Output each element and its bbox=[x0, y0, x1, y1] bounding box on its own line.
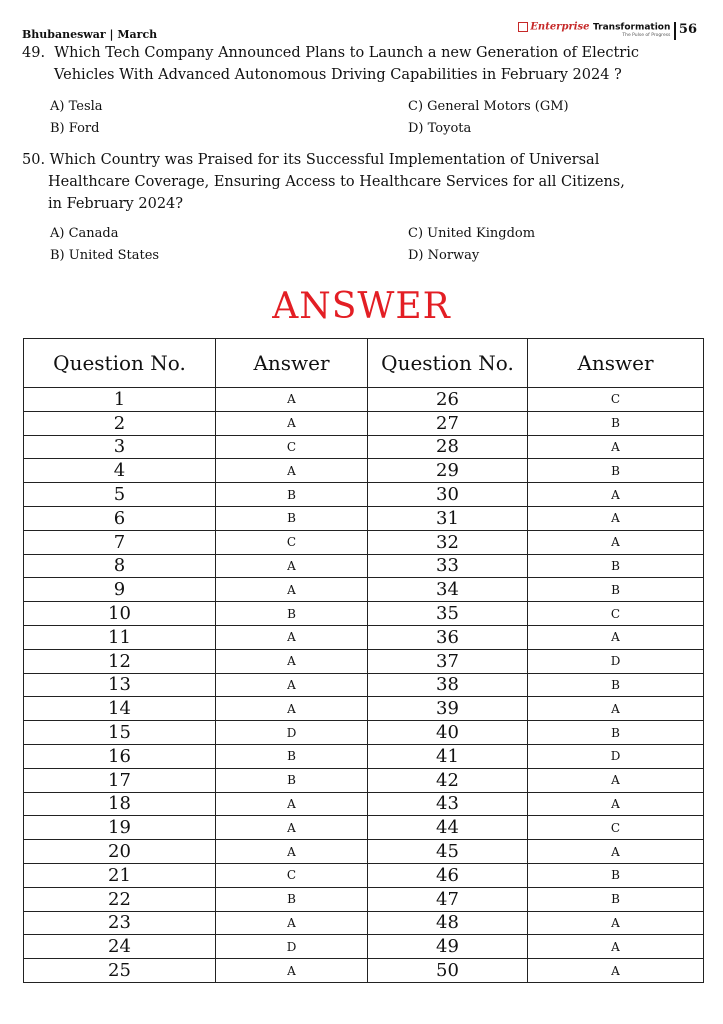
question-number-cell: 5 bbox=[24, 483, 216, 507]
answer-cell: B bbox=[216, 744, 368, 768]
answer-cell: B bbox=[216, 887, 368, 911]
column-header: Answer bbox=[528, 339, 704, 388]
answer-cell: C bbox=[528, 388, 704, 412]
answer-cell: A bbox=[216, 673, 368, 697]
question-number-cell: 44 bbox=[368, 816, 528, 840]
answer-cell: A bbox=[528, 792, 704, 816]
question-line: Which Country was Praised for its Successful Implementation of Universal bbox=[49, 152, 600, 168]
question-number-cell: 27 bbox=[368, 411, 528, 435]
answer-cell: A bbox=[216, 697, 368, 721]
answer-cell: A bbox=[528, 959, 704, 983]
question-number-cell: 29 bbox=[368, 459, 528, 483]
table-row bbox=[24, 578, 704, 602]
question-number-cell: 33 bbox=[368, 554, 528, 578]
answer-cell: A bbox=[216, 411, 368, 435]
answer-cell: B bbox=[528, 578, 704, 602]
question-number-cell: 32 bbox=[368, 530, 528, 554]
table-row bbox=[24, 649, 704, 673]
question-number-cell: 46 bbox=[368, 863, 528, 887]
question-number-cell: 37 bbox=[368, 649, 528, 673]
table-row bbox=[24, 411, 704, 435]
table-row bbox=[24, 816, 704, 840]
answer-cell: A bbox=[216, 578, 368, 602]
table-row bbox=[24, 435, 704, 459]
answer-cell: A bbox=[528, 697, 704, 721]
option: C) United Kingdom bbox=[408, 226, 536, 241]
answer-cell: A bbox=[528, 435, 704, 459]
question-number-cell: 3 bbox=[24, 435, 216, 459]
column-header: Question No. bbox=[24, 339, 216, 388]
question-50 bbox=[22, 149, 682, 215]
question-number-cell: 35 bbox=[368, 602, 528, 626]
question-number-cell: 24 bbox=[24, 935, 216, 959]
question-number: 50. bbox=[22, 152, 46, 168]
question-number-cell: 38 bbox=[368, 673, 528, 697]
table-row bbox=[24, 554, 704, 578]
question-number-cell: 48 bbox=[368, 911, 528, 935]
table-row bbox=[24, 863, 704, 887]
question-number-cell: 42 bbox=[368, 768, 528, 792]
question-number-cell: 19 bbox=[24, 816, 216, 840]
brand-logo bbox=[518, 22, 670, 38]
table-row bbox=[24, 625, 704, 649]
option: D) Toyota bbox=[408, 121, 472, 136]
question-number-cell: 10 bbox=[24, 602, 216, 626]
question-number-cell: 50 bbox=[368, 959, 528, 983]
question-number-cell: 8 bbox=[24, 554, 216, 578]
question-number-cell: 28 bbox=[368, 435, 528, 459]
question-number-cell: 45 bbox=[368, 840, 528, 864]
table-row bbox=[24, 530, 704, 554]
table-row bbox=[24, 602, 704, 626]
table-row bbox=[24, 721, 704, 745]
header-location: Bhubaneswar | March bbox=[22, 28, 158, 41]
table-row bbox=[24, 388, 704, 412]
table-row bbox=[24, 506, 704, 530]
question-number-cell: 26 bbox=[368, 388, 528, 412]
question-number-cell: 6 bbox=[24, 506, 216, 530]
table-row bbox=[24, 935, 704, 959]
question-number-cell: 12 bbox=[24, 649, 216, 673]
brand-title-2: Transformation bbox=[593, 22, 671, 33]
answer-cell: D bbox=[528, 744, 704, 768]
question-number-cell: 23 bbox=[24, 911, 216, 935]
question-number-cell: 49 bbox=[368, 935, 528, 959]
answer-cell: C bbox=[216, 530, 368, 554]
question-number-cell: 43 bbox=[368, 792, 528, 816]
question-number-cell: 2 bbox=[24, 411, 216, 435]
option: B) United States bbox=[50, 248, 160, 263]
answer-cell: B bbox=[216, 506, 368, 530]
answer-cell: B bbox=[528, 887, 704, 911]
page-number: 56 bbox=[678, 22, 697, 37]
answer-cell: B bbox=[216, 602, 368, 626]
answer-cell: A bbox=[216, 388, 368, 412]
option: A) Tesla bbox=[50, 99, 103, 114]
brand-tagline: The Pulse of Progress bbox=[622, 32, 671, 38]
question-number-cell: 13 bbox=[24, 673, 216, 697]
header-divider bbox=[674, 22, 676, 40]
answer-cell: A bbox=[528, 506, 704, 530]
answer-cell: A bbox=[528, 625, 704, 649]
option: D) Norway bbox=[408, 248, 480, 263]
table-row bbox=[24, 911, 704, 935]
answer-cell: A bbox=[528, 483, 704, 507]
answer-cell: C bbox=[216, 435, 368, 459]
question-number-cell: 14 bbox=[24, 697, 216, 721]
answer-cell: A bbox=[216, 816, 368, 840]
answer-table-body bbox=[24, 388, 704, 983]
answer-cell: B bbox=[528, 459, 704, 483]
table-row bbox=[24, 673, 704, 697]
answer-cell: C bbox=[216, 863, 368, 887]
answer-cell: A bbox=[216, 911, 368, 935]
answer-cell: A bbox=[528, 768, 704, 792]
column-header: Answer bbox=[216, 339, 368, 388]
answer-cell: A bbox=[216, 959, 368, 983]
question-line: Which Tech Company Announced Plans to Launch a new Generation of Electric bbox=[54, 45, 639, 61]
answer-cell: D bbox=[216, 935, 368, 959]
brand-title: Enterprise bbox=[530, 21, 590, 33]
answer-cell: A bbox=[216, 625, 368, 649]
answer-cell: A bbox=[216, 840, 368, 864]
answer-cell: B bbox=[528, 411, 704, 435]
question-number-cell: 17 bbox=[24, 768, 216, 792]
answer-cell: C bbox=[528, 602, 704, 626]
answer-cell: A bbox=[216, 649, 368, 673]
question-line: in February 2024? bbox=[48, 196, 184, 212]
question-number-cell: 47 bbox=[368, 887, 528, 911]
brand-logo-icon bbox=[518, 22, 528, 32]
option: A) Canada bbox=[50, 226, 119, 241]
table-row bbox=[24, 887, 704, 911]
question-number-cell: 20 bbox=[24, 840, 216, 864]
question-number-cell: 36 bbox=[368, 625, 528, 649]
table-row bbox=[24, 744, 704, 768]
answer-cell: B bbox=[528, 863, 704, 887]
question-number-cell: 34 bbox=[368, 578, 528, 602]
answer-cell: D bbox=[216, 721, 368, 745]
table-header-row bbox=[24, 339, 704, 388]
table-row bbox=[24, 959, 704, 983]
question-number-cell: 25 bbox=[24, 959, 216, 983]
question-line: Healthcare Coverage, Ensuring Access to Healthcare Services for all Citizens, bbox=[48, 174, 625, 190]
table-row bbox=[24, 768, 704, 792]
answer-cell: B bbox=[528, 673, 704, 697]
question-number-cell: 31 bbox=[368, 506, 528, 530]
question-number: 49. bbox=[22, 45, 46, 61]
question-number-cell: 18 bbox=[24, 792, 216, 816]
question-number-cell: 40 bbox=[368, 721, 528, 745]
option: C) General Motors (GM) bbox=[408, 99, 569, 114]
answer-cell: D bbox=[528, 649, 704, 673]
answer-cell: A bbox=[528, 911, 704, 935]
question-line: Vehicles With Advanced Autonomous Driving Capabilities in February 2024 ? bbox=[54, 67, 622, 83]
question-number-cell: 1 bbox=[24, 388, 216, 412]
answer-cell: A bbox=[528, 530, 704, 554]
answer-title: ANSWER bbox=[272, 286, 451, 327]
question-number-cell: 15 bbox=[24, 721, 216, 745]
question-number-cell: 7 bbox=[24, 530, 216, 554]
answer-table bbox=[23, 338, 704, 983]
answer-cell: A bbox=[528, 935, 704, 959]
question-number-cell: 16 bbox=[24, 744, 216, 768]
question-number-cell: 4 bbox=[24, 459, 216, 483]
question-number-cell: 11 bbox=[24, 625, 216, 649]
question-number-cell: 21 bbox=[24, 863, 216, 887]
option: B) Ford bbox=[50, 121, 100, 136]
question-number-cell: 9 bbox=[24, 578, 216, 602]
brand-block bbox=[518, 22, 697, 40]
answer-cell: B bbox=[216, 483, 368, 507]
answer-cell: A bbox=[216, 554, 368, 578]
table-row bbox=[24, 792, 704, 816]
answer-cell: A bbox=[216, 792, 368, 816]
question-number-cell: 41 bbox=[368, 744, 528, 768]
table-row bbox=[24, 697, 704, 721]
answer-cell: B bbox=[528, 721, 704, 745]
answer-cell: A bbox=[216, 459, 368, 483]
table-row bbox=[24, 459, 704, 483]
answer-cell: C bbox=[528, 816, 704, 840]
answer-cell: B bbox=[216, 768, 368, 792]
question-number-cell: 39 bbox=[368, 697, 528, 721]
answer-cell: A bbox=[528, 840, 704, 864]
question-number-cell: 30 bbox=[368, 483, 528, 507]
column-header: Question No. bbox=[368, 339, 528, 388]
table-row bbox=[24, 483, 704, 507]
answer-cell: B bbox=[528, 554, 704, 578]
table-row bbox=[24, 840, 704, 864]
question-49 bbox=[22, 42, 682, 86]
question-number-cell: 22 bbox=[24, 887, 216, 911]
